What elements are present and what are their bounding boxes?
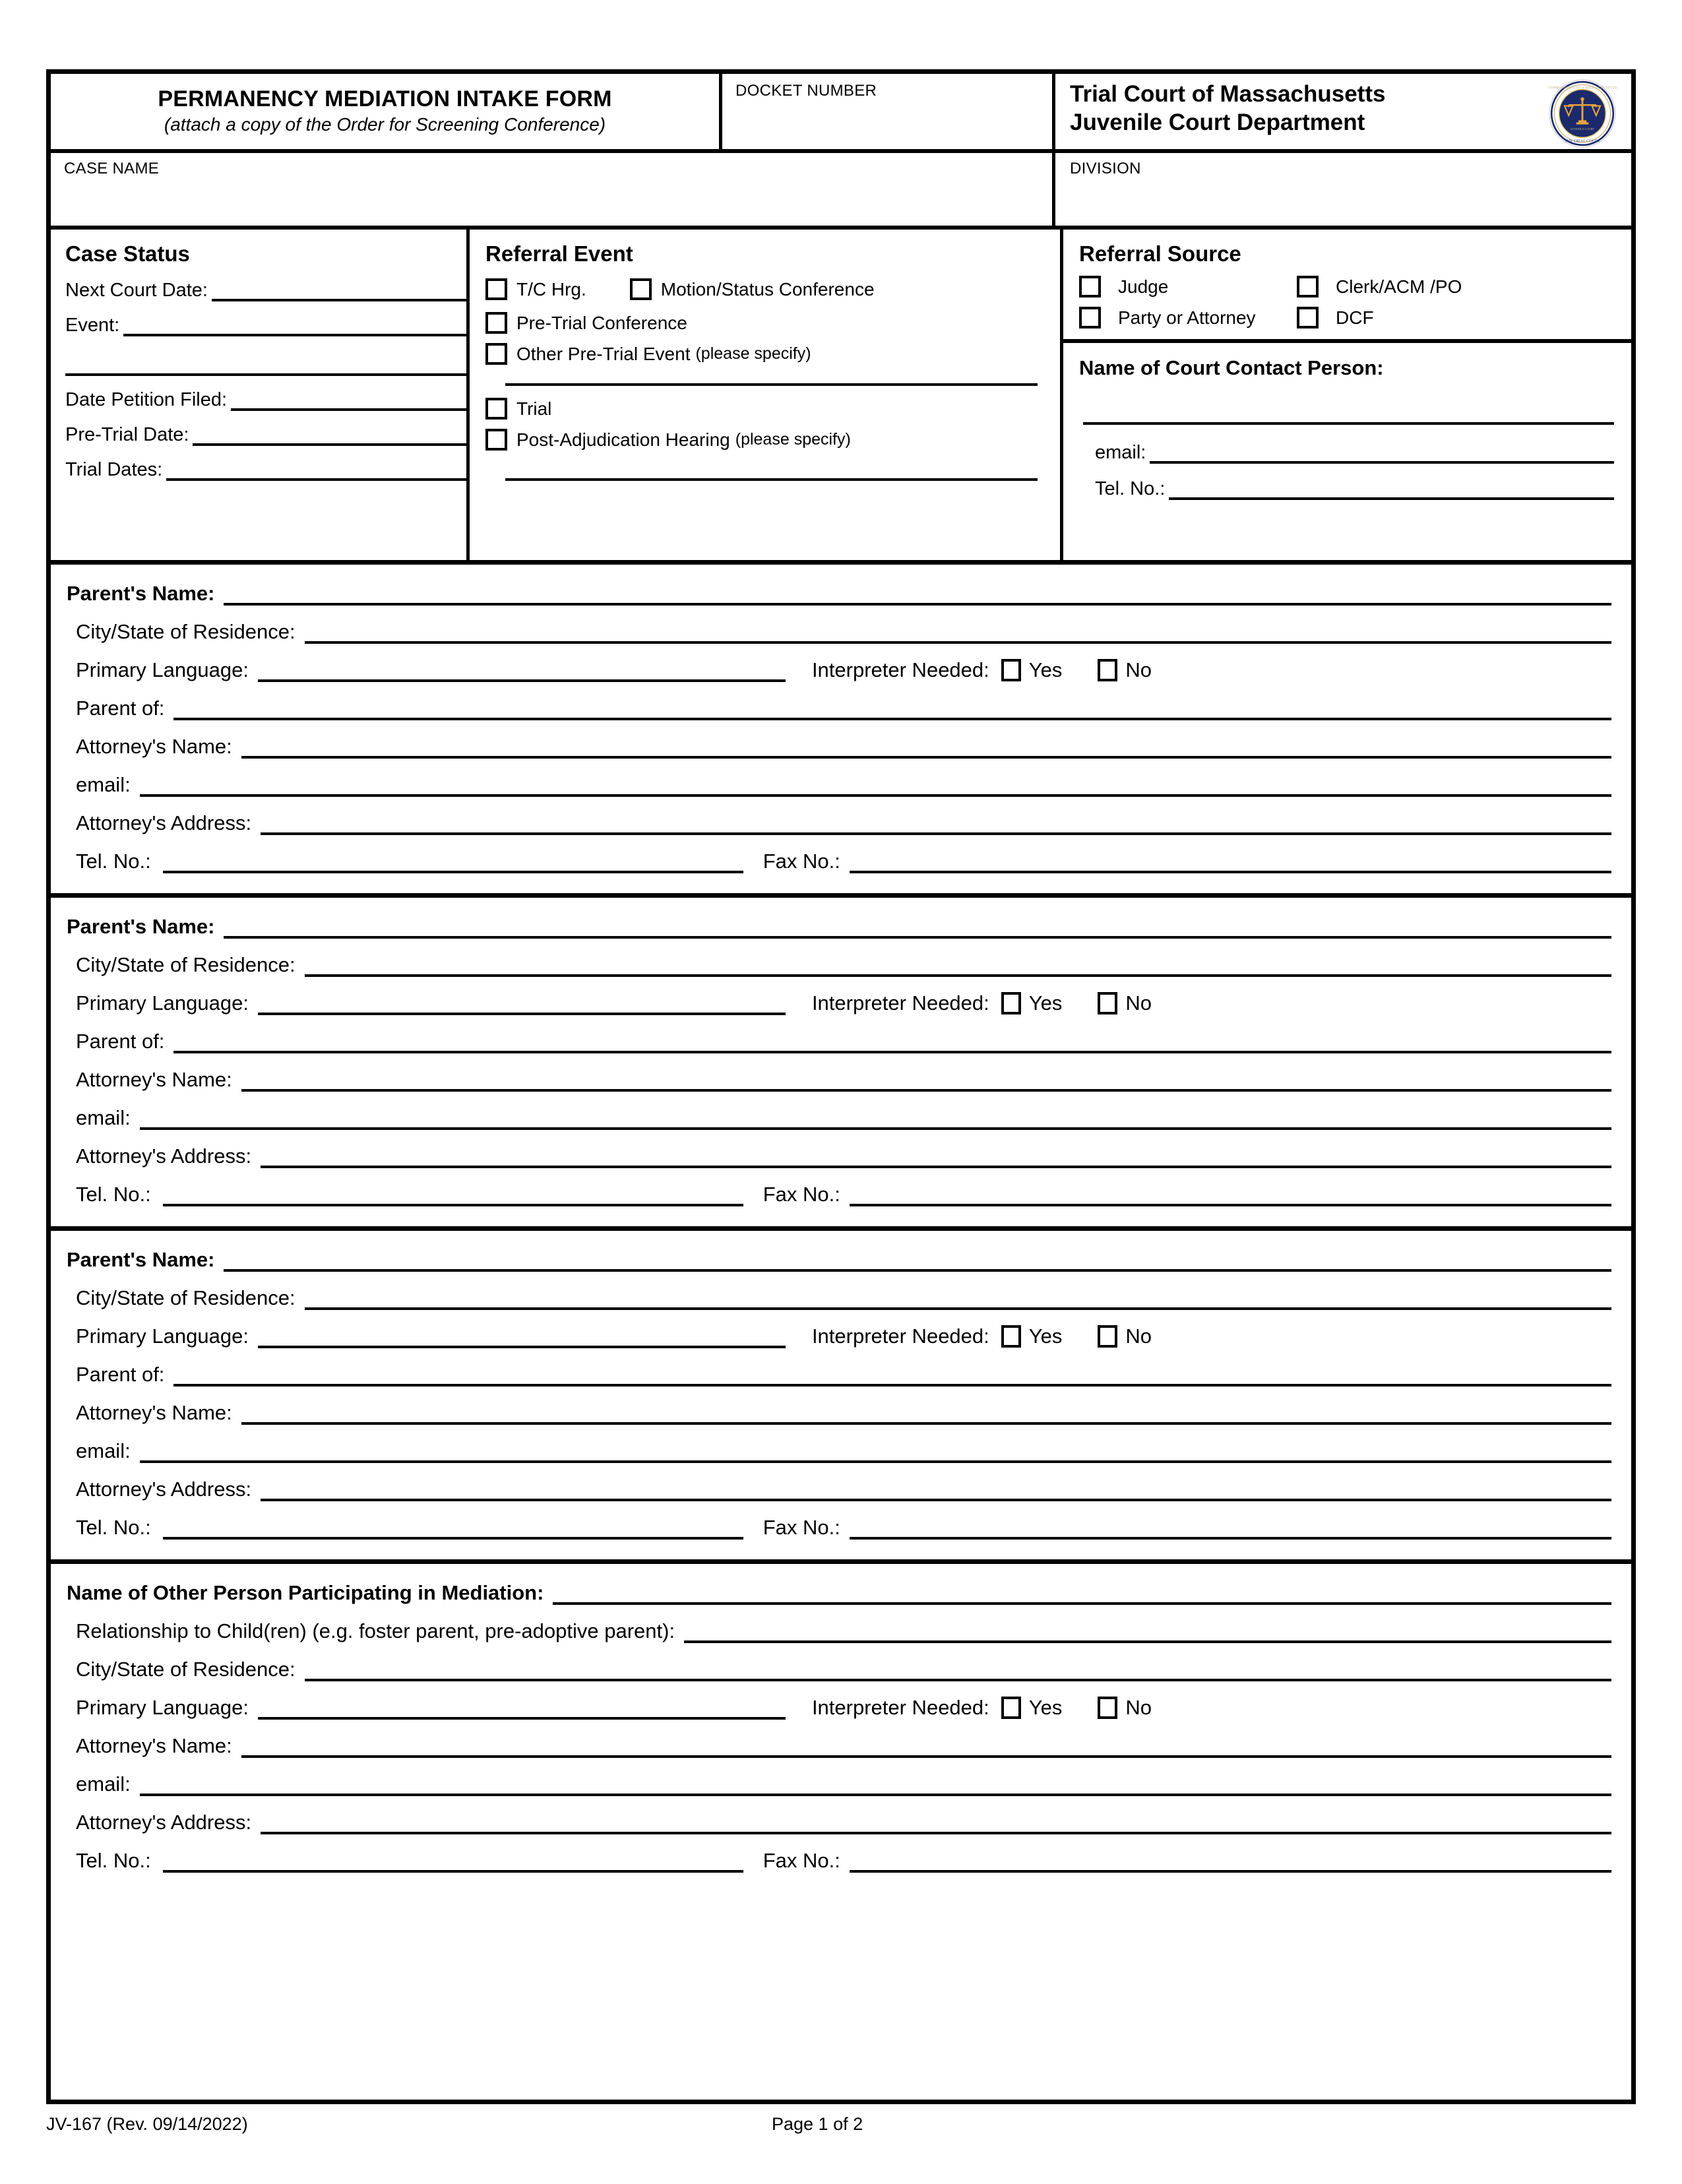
event-label: Event: <box>65 315 120 336</box>
parent-2-parent-of-label: Parent of: <box>76 1030 165 1053</box>
checkbox-judge[interactable] <box>1079 276 1101 297</box>
event-input-continuation[interactable] <box>65 354 466 376</box>
parent-3-name-input[interactable] <box>224 1249 1611 1272</box>
other-person-relationship-input[interactable] <box>684 1621 1611 1643</box>
parent-2-email-label: email: <box>76 1106 131 1129</box>
label-dcf: DCF <box>1336 307 1374 328</box>
parent-3-name-label: Parent's Name: <box>67 1248 215 1271</box>
other-person-name-label: Name of Other Person Participating in Mediation: <box>67 1581 544 1604</box>
parent-2-language-input[interactable] <box>258 993 786 1015</box>
referral-source-section <box>1063 230 1631 560</box>
checkbox-other-pre-trial-event[interactable] <box>485 343 507 365</box>
other-person-relationship-label: Relationship to Child(ren) (e.g. foster parent, pre-adoptive parent): <box>76 1619 675 1642</box>
svg-text:COMMONWEALTH of MASSACHUSETTS: COMMONWEALTH of MASSACHUSETTS <box>1548 86 1617 90</box>
court-contact-tel-input[interactable] <box>1169 480 1614 500</box>
referral-source-row-party-attorney <box>1079 307 1297 328</box>
svg-text:JUVENILE COURT: JUVENILE COURT <box>1570 127 1595 131</box>
parent-1-attorney-address-label: Attorney's Address: <box>76 811 252 834</box>
other-person-fax-label: Fax No.: <box>763 1849 840 1872</box>
next-court-date-input[interactable] <box>212 282 466 301</box>
parent-3-name-field[interactable] <box>51 1248 1631 1272</box>
trial-dates-input[interactable] <box>166 461 466 481</box>
other-pre-trial-event-specify-input[interactable] <box>505 383 1038 386</box>
other-person-language-label: Primary Language: <box>76 1696 249 1719</box>
parent-1-city-state-label: City/State of Residence: <box>76 620 296 643</box>
checkbox-trial[interactable] <box>485 398 507 420</box>
form-subtitle: (attach a copy of the Order for Screening Conference) <box>164 113 606 135</box>
case-status-section <box>51 230 470 560</box>
referral-event-row-5 <box>485 429 1060 451</box>
referral-event-section <box>470 230 1063 560</box>
parent-2-tel-input[interactable] <box>163 1184 743 1206</box>
parent-2-email-input[interactable] <box>140 1108 1611 1130</box>
referral-event-heading: Referral Event <box>485 241 633 266</box>
parent-3-interpreter-label: Interpreter Needed: <box>811 1325 989 1348</box>
parent-3-attorney-name-input[interactable] <box>241 1402 1611 1425</box>
parent-3-attorney-address-input[interactable] <box>261 1479 1611 1501</box>
label-other-pre-trial-event: Other Pre-Trial Event <box>516 343 691 364</box>
parent-3-tel-fax-row <box>51 1516 1631 1540</box>
parent-1-interpreter-yes-checkbox[interactable] <box>1001 659 1021 681</box>
parent-1-email-field[interactable] <box>51 773 1631 797</box>
trial-dates-label: Trial Dates: <box>65 459 163 480</box>
parent-1-interpreter-no-label: No <box>1125 658 1152 681</box>
note-other-pre-trial-event: (please specify) <box>695 344 811 363</box>
form-frame <box>46 69 1636 2104</box>
parent-2-name-input[interactable] <box>224 916 1611 939</box>
parent-1-email-input[interactable] <box>140 774 1611 797</box>
label-motion-status-conference: Motion/Status Conference <box>660 278 875 299</box>
parent-3-parent-of-input[interactable] <box>173 1364 1611 1387</box>
parent-3-email-input[interactable] <box>140 1441 1611 1463</box>
parent-2-name-label: Parent's Name: <box>67 915 215 938</box>
parent-1-city-state-input[interactable] <box>305 621 1611 644</box>
other-person-attorney-address-input[interactable] <box>261 1812 1611 1834</box>
parent-2-tel-label: Tel. No.: <box>76 1183 151 1206</box>
note-post-adjudication-hearing: (please specify) <box>735 430 851 449</box>
header-row-case <box>51 153 1631 226</box>
parent-block-2 <box>51 898 1631 1231</box>
parent-2-language-row <box>51 991 1631 1015</box>
parent-3-parent-of-field[interactable] <box>51 1363 1631 1387</box>
other-person-name-input[interactable] <box>553 1582 1611 1605</box>
other-person-tel-input[interactable] <box>163 1850 743 1873</box>
parent-block-1 <box>51 565 1631 898</box>
checkbox-party-or-attorney[interactable] <box>1079 307 1101 328</box>
other-person-language-input[interactable] <box>258 1697 786 1720</box>
other-person-city-state-label: City/State of Residence: <box>76 1658 296 1681</box>
parent-3-tel-label: Tel. No.: <box>76 1516 151 1539</box>
parent-1-language-row <box>51 658 1631 682</box>
other-person-fax-input[interactable] <box>850 1850 1611 1873</box>
other-person-language-row <box>51 1696 1631 1720</box>
parent-3-interpreter-yes-checkbox[interactable] <box>1001 1325 1021 1348</box>
parent-3-city-state-input[interactable] <box>305 1288 1611 1310</box>
parent-2-parent-of-field[interactable] <box>51 1030 1631 1053</box>
form-title-cell <box>51 74 722 149</box>
case-name-cell[interactable] <box>51 153 1055 226</box>
parent-2-interpreter-label: Interpreter Needed: <box>811 991 989 1014</box>
parent-2-attorney-name-label: Attorney's Name: <box>76 1068 232 1091</box>
parent-1-fax-input[interactable] <box>850 851 1611 873</box>
parent-3-fax-label: Fax No.: <box>763 1516 840 1539</box>
parent-2-attorney-name-input[interactable] <box>241 1069 1611 1092</box>
parent-block-3 <box>51 1231 1631 1564</box>
date-petition-filed-input[interactable] <box>231 391 466 411</box>
label-tc-hrg: T/C Hrg. <box>516 278 586 299</box>
parent-1-interpreter-no-checkbox[interactable] <box>1098 659 1117 681</box>
form-title: PERMANENCY MEDIATION INTAKE FORM <box>158 86 612 111</box>
parent-2-interpreter-no-label: No <box>1125 991 1152 1014</box>
court-contact-email-input[interactable] <box>1150 444 1614 464</box>
parent-3-interpreter-group <box>812 1325 1152 1348</box>
parent-2-fax-label: Fax No.: <box>763 1183 840 1206</box>
checkbox-motion-status-conference[interactable] <box>630 278 652 300</box>
parent-2-interpreter-no-checkbox[interactable] <box>1098 992 1117 1014</box>
court-contact-person-title: Name of Court Contact Person: <box>1079 356 1384 379</box>
parent-1-parent-of-label: Parent of: <box>76 697 165 720</box>
parent-3-attorney-address-label: Attorney's Address: <box>76 1478 252 1501</box>
other-person-interpreter-yes-label: Yes <box>1028 1696 1063 1719</box>
referral-source-row-judge <box>1079 276 1297 297</box>
parent-2-city-state-field[interactable] <box>51 953 1631 977</box>
parent-3-email-label: email: <box>76 1439 131 1462</box>
header-row-title <box>51 74 1631 153</box>
court-contact-tel-label: Tel. No.: <box>1095 478 1166 499</box>
other-person-email-label: email: <box>76 1772 131 1795</box>
parent-3-attorney-name-label: Attorney's Name: <box>76 1401 232 1424</box>
other-person-email-field[interactable] <box>51 1772 1631 1796</box>
parent-3-city-state-field[interactable] <box>51 1286 1631 1310</box>
trial-dates-field[interactable] <box>65 459 466 481</box>
parent-2-interpreter-group <box>812 991 1152 1015</box>
parent-1-email-label: email: <box>76 773 131 796</box>
parent-2-email-field[interactable] <box>51 1106 1631 1130</box>
parent-1-language-label: Primary Language: <box>76 658 249 681</box>
other-person-interpreter-no-checkbox[interactable] <box>1098 1697 1117 1719</box>
referral-event-row-2 <box>485 312 1060 334</box>
label-judge: Judge <box>1118 276 1169 297</box>
other-person-interpreter-no-label: No <box>1125 1696 1152 1719</box>
label-party-or-attorney: Party or Attorney <box>1118 307 1256 328</box>
parent-2-interpreter-yes-checkbox[interactable] <box>1001 992 1021 1014</box>
label-pre-trial-conference: Pre-Trial Conference <box>516 312 687 333</box>
court-name-line2: Juvenile Court Department <box>1070 109 1365 135</box>
parent-1-name-label: Parent's Name: <box>67 582 215 605</box>
parent-1-interpreter-group <box>812 658 1152 682</box>
date-petition-filed-field[interactable] <box>65 389 466 411</box>
parent-3-attorney-address-field[interactable] <box>51 1478 1631 1501</box>
parent-1-interpreter-label: Interpreter Needed: <box>811 658 989 681</box>
other-person-attorney-name-field[interactable] <box>51 1734 1631 1758</box>
parent-3-interpreter-no-checkbox[interactable] <box>1098 1325 1117 1348</box>
parent-3-interpreter-yes-label: Yes <box>1028 1325 1063 1348</box>
event-field[interactable] <box>65 315 466 336</box>
other-person-block <box>51 1564 1631 1892</box>
other-person-name-field[interactable] <box>51 1581 1631 1605</box>
parent-1-tel-input[interactable] <box>163 851 743 873</box>
parent-1-parent-of-field[interactable] <box>51 697 1631 720</box>
date-petition-filed-label: Date Petition Filed: <box>65 389 228 410</box>
parent-2-name-field[interactable] <box>51 915 1631 939</box>
referral-event-row-1 <box>485 278 1060 300</box>
parent-2-fax-input[interactable] <box>850 1184 1611 1206</box>
parent-3-tel-input[interactable] <box>163 1517 743 1540</box>
next-court-date-field[interactable] <box>65 280 466 301</box>
parent-1-fax-label: Fax No.: <box>763 850 840 873</box>
label-clerk-acm-po: Clerk/ACM /PO <box>1336 276 1462 297</box>
court-contact-person-block <box>1063 343 1631 500</box>
footer <box>46 2114 1636 2135</box>
parent-3-language-label: Primary Language: <box>76 1325 249 1348</box>
other-person-interpreter-group <box>812 1696 1152 1720</box>
parent-2-parent-of-input[interactable] <box>173 1031 1611 1053</box>
parent-1-name-input[interactable] <box>224 583 1611 606</box>
form-number: JV-167 (Rev. 09/14/2022) <box>46 2114 248 2134</box>
parent-2-city-state-input[interactable] <box>305 954 1611 977</box>
parent-1-attorney-name-label: Attorney's Name: <box>76 735 232 758</box>
case-status-heading: Case Status <box>65 241 190 266</box>
docket-number-cell[interactable] <box>722 74 1055 149</box>
other-person-city-state-field[interactable] <box>51 1658 1631 1681</box>
court-contact-email-field[interactable] <box>1079 442 1631 464</box>
parent-2-attorney-address-field[interactable] <box>51 1144 1631 1168</box>
label-post-adjudication-hearing: Post-Adjudication Hearing <box>516 429 730 450</box>
pre-trial-date-label: Pre-Trial Date: <box>65 424 189 445</box>
checkbox-pre-trial-conference[interactable] <box>485 312 507 334</box>
parent-1-attorney-name-input[interactable] <box>241 736 1611 759</box>
parent-1-tel-fax-row <box>51 850 1631 873</box>
referral-source-heading: Referral Source <box>1079 241 1241 266</box>
parent-2-language-label: Primary Language: <box>76 991 249 1014</box>
other-person-tel-label: Tel. No.: <box>76 1849 151 1872</box>
other-person-tel-fax-row <box>51 1849 1631 1873</box>
parent-1-parent-of-input[interactable] <box>173 698 1611 720</box>
court-name-line1: Trial Court of Massachusetts <box>1070 81 1386 107</box>
court-identity-cell <box>1055 74 1631 149</box>
page-indicator: Page 1 of 2 <box>772 2114 863 2134</box>
parent-1-attorney-address-field[interactable] <box>51 811 1631 835</box>
parent-3-city-state-label: City/State of Residence: <box>76 1286 296 1309</box>
post-adjudication-specify-input[interactable] <box>505 478 1038 481</box>
parent-3-fax-input[interactable] <box>850 1517 1611 1540</box>
referral-source-options <box>1063 230 1631 343</box>
parent-2-attorney-address-label: Attorney's Address: <box>76 1144 252 1168</box>
checkbox-post-adjudication-hearing[interactable] <box>485 429 507 451</box>
parent-1-tel-label: Tel. No.: <box>76 850 151 873</box>
parent-1-language-input[interactable] <box>258 660 786 682</box>
other-person-attorney-address-field[interactable] <box>51 1811 1631 1834</box>
court-contact-email-label: email: <box>1095 442 1146 463</box>
case-name-label: CASE NAME <box>64 160 160 177</box>
parent-3-parent-of-label: Parent of: <box>76 1363 165 1386</box>
court-contact-tel-field[interactable] <box>1079 478 1631 500</box>
next-court-date-label: Next Court Date: <box>65 280 208 301</box>
checkbox-dcf[interactable] <box>1297 307 1319 328</box>
other-person-attorney-address-label: Attorney's Address: <box>76 1811 252 1834</box>
referral-source-row-clerk <box>1297 276 1631 297</box>
docket-number-label: DOCKET NUMBER <box>735 82 877 100</box>
parent-3-interpreter-no-label: No <box>1125 1325 1152 1348</box>
parent-1-interpreter-yes-label: Yes <box>1028 658 1063 681</box>
parent-3-language-input[interactable] <box>258 1326 786 1348</box>
other-person-interpreter-yes-checkbox[interactable] <box>1001 1697 1021 1719</box>
referral-event-row-3 <box>485 343 1060 365</box>
division-label: DIVISION <box>1070 160 1141 177</box>
division-cell[interactable] <box>1055 153 1631 226</box>
other-person-email-input[interactable] <box>140 1774 1611 1796</box>
status-band <box>51 226 1631 565</box>
pre-trial-date-field[interactable] <box>65 424 466 446</box>
checkbox-tc-hrg[interactable] <box>485 278 507 300</box>
pre-trial-date-input[interactable] <box>193 426 466 446</box>
parent-3-attorney-name-field[interactable] <box>51 1401 1631 1425</box>
other-person-interpreter-label: Interpreter Needed: <box>811 1696 989 1719</box>
checkbox-clerk-acm-po[interactable] <box>1297 276 1319 297</box>
other-person-attorney-name-label: Attorney's Name: <box>76 1734 232 1757</box>
label-trial: Trial <box>516 398 552 419</box>
parent-2-attorney-name-field[interactable] <box>51 1068 1631 1092</box>
svg-text:THE TRIAL COURT: THE TRIAL COURT <box>1565 139 1600 144</box>
parent-2-city-state-label: City/State of Residence: <box>76 953 296 976</box>
parent-1-attorney-name-field[interactable] <box>51 735 1631 759</box>
other-person-attorney-name-input[interactable] <box>241 1735 1611 1758</box>
other-person-relationship-field[interactable] <box>51 1619 1631 1643</box>
parent-2-attorney-address-input[interactable] <box>261 1146 1611 1168</box>
court-contact-person-input[interactable] <box>1083 402 1614 425</box>
parent-3-email-field[interactable] <box>51 1439 1631 1463</box>
parent-2-tel-fax-row <box>51 1183 1631 1206</box>
parent-3-language-row <box>51 1325 1631 1348</box>
parent-2-interpreter-yes-label: Yes <box>1028 991 1063 1014</box>
parent-1-attorney-address-input[interactable] <box>261 813 1611 835</box>
other-person-city-state-input[interactable] <box>305 1659 1611 1681</box>
court-seal-icon <box>1548 79 1617 148</box>
parent-1-city-state-field[interactable] <box>51 620 1631 644</box>
referral-event-row-4 <box>485 398 1060 420</box>
referral-source-row-dcf <box>1297 307 1631 328</box>
parent-1-name-field[interactable] <box>51 582 1631 606</box>
event-input[interactable] <box>123 317 466 336</box>
